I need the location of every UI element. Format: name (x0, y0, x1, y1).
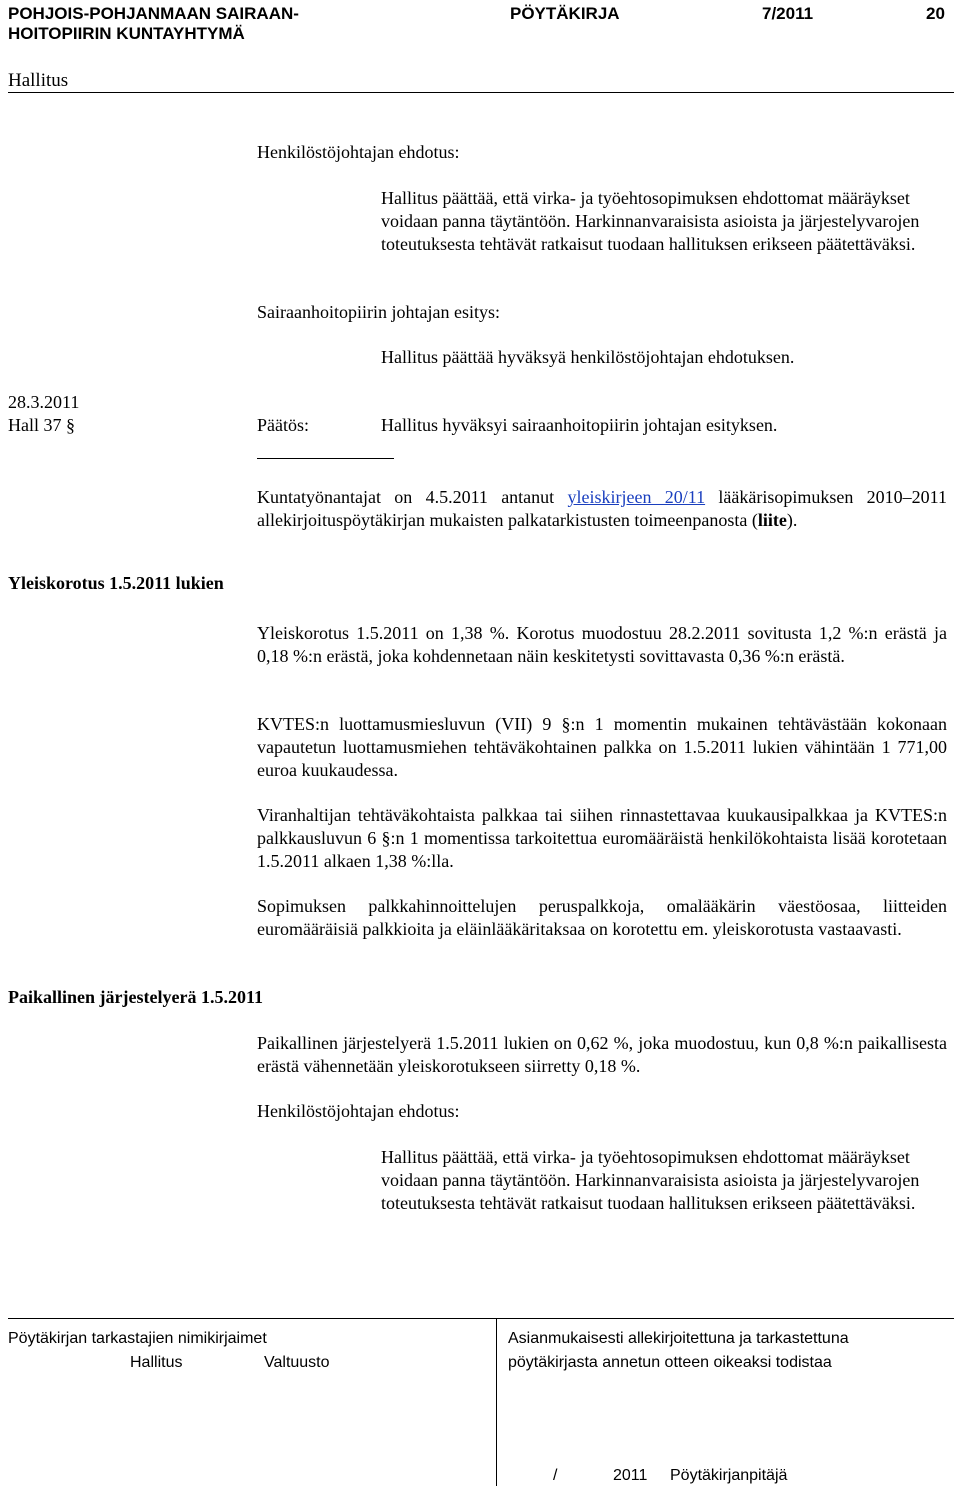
section-separator (257, 458, 394, 459)
issue-number: 7/2011 (762, 4, 814, 23)
intro-suffix: lääkärisopimuksen 2010–2011 allekirjoituspöytäkirjan mukaisten palkatarkistusten toimeenpanosta ( (257, 487, 947, 530)
proposal-heading: Henkilöstöjohtajan ehdotus: (257, 142, 460, 162)
paragraph-official-salary: Viranhaltijan tehtäväkohtaista palkkaa tai siihen rinnastettavaa kuukausipalkkaa ja KVTES:n palkkausluvun 6 §:n 1 momentissa tarkoitettua euromääräistä henkilökohtaista lisää korotetaan 1.5.2011 alkaen 1,38 %:lla. (257, 805, 947, 871)
initials-hallitus: Hallitus (130, 1354, 183, 1371)
intro-prefix: Kuntatyönantajat on 4.5.2011 antanut (257, 487, 568, 507)
decision-label: Päätös: (257, 415, 309, 435)
intro-paragraph (257, 486, 947, 532)
signature-year: 2011 (613, 1467, 648, 1484)
director-proposal-text: Hallitus päättää hyväksyä henkilöstöjohtajan ehdotuksen. (381, 347, 795, 367)
document-type: PÖYTÄKIRJA (510, 4, 620, 23)
side-heading-local-batch: Paikallinen järjestelyerä 1.5.2011 (8, 987, 263, 1007)
proposal-text-2: Hallitus päättää, että virka- ja työehtosopimuksen ehdottomat määräykset voidaan panna täytäntöön. Harkinnanvaraisista asioista ja järjestelyvarojen toteutuksesta tehtävät ratkaisut tuodaan hallituksen erikseen päätettäväksi. (381, 1147, 920, 1213)
attachment-label: liite (757, 510, 787, 530)
org-line-2: HOITOPIIRIN KUNTAYHTYMÄ (8, 24, 245, 43)
paragraph-shop-steward: KVTES:n luottamusmiesluvun (VII) 9 §:n 1 momentin mukainen tehtävästään kokonaan vapautetun luottamusmiehen tehtäväkohtainen palkka on 1.5.2011 lukien vähintään 1 771,00 euroa kuukaudessa. (257, 714, 947, 780)
page-number: 20 (926, 4, 945, 23)
intro-end: ). (786, 510, 798, 530)
initials-valtuusto: Valtuusto (264, 1354, 330, 1371)
director-heading: Sairaanhoitopiirin johtajan esitys: (257, 302, 500, 322)
certification-line-2: pöytäkirjasta annetun otteen oikeaksi todistaa (508, 1354, 832, 1371)
header-divider (8, 92, 954, 93)
footer-vertical-divider (496, 1318, 497, 1486)
decision-text: Hallitus hyväksyi sairaanhoitopiirin johtajan esityksen. (381, 415, 778, 435)
paragraph-general-increase: Yleiskorotus 1.5.2011 on 1,38 %. Korotus muodostuu 28.2.2011 sovitusta 1,2 %:n erästä ja 0,18 %:n erästä, joka kohdennetaan näin keskitetysti sovittavasta 0,36 %:n erästä. (257, 623, 947, 666)
side-heading-general-increase: Yleiskorotus 1.5.2011 lukien (8, 573, 224, 593)
inspectors-initials-title: Pöytäkirjan tarkastajien nimikirjaimet (8, 1330, 267, 1347)
organization-name (8, 4, 299, 44)
org-line-1: POHJOIS-POHJANMAAN SAIRAAN- (8, 4, 299, 23)
section-name: Hallitus (8, 70, 69, 91)
section-reference: Hall 37 § (8, 415, 75, 435)
proposal-heading-2: Henkilöstöjohtajan ehdotus: (257, 1101, 460, 1121)
certification-line-1: Asianmukaisesti allekirjoitettuna ja tarkastettuna (508, 1330, 849, 1347)
signature-slash: / (553, 1467, 558, 1484)
paragraph-pay-rates: Sopimuksen palkkahinnoittelujen peruspalkkoja, omalääkärin väestöosaa, liitteiden euromääräisiä palkkioita ja eläinlääkäritaksaa on korotettu em. yleiskorotusta vastaavasti. (257, 896, 947, 939)
paragraph-local-batch: Paikallinen järjestelyerä 1.5.2011 lukien on 0,62 %, joka muodostuu, kun 0,8 %:n paikallisesta erästä vähennetään yleiskorotukseen siirretty 0,18 %. (257, 1033, 947, 1076)
circular-link[interactable]: yleiskirjeen 20/11 (567, 487, 706, 507)
minutes-keeper-label: Pöytäkirjanpitäjä (670, 1467, 788, 1484)
proposal-text: Hallitus päättää, että virka- ja työehtosopimuksen ehdottomat määräykset voidaan panna täytäntöön. Harkinnanvaraisista asioista ja järjestelyvarojen toteutuksesta tehtävät ratkaisut tuodaan hallituksen erikseen päätettäväksi. (381, 188, 920, 254)
footer-divider (8, 1318, 954, 1319)
meeting-date: 28.3.2011 (8, 392, 80, 412)
